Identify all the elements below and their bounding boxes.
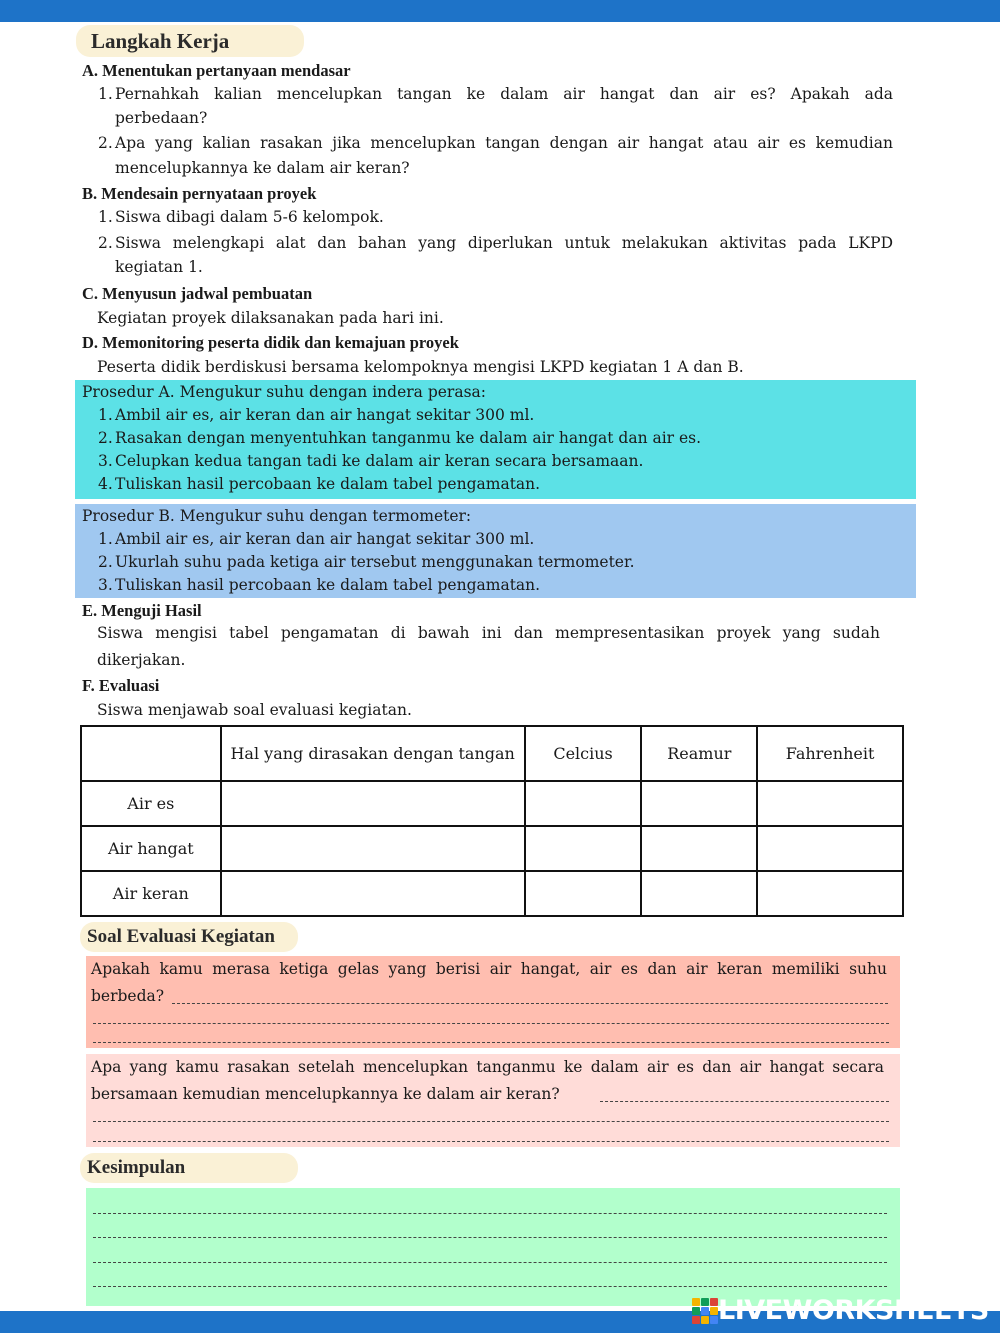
list-number: 1. [98,208,113,226]
list-number: 2. [98,553,113,571]
section-d-text: Peserta didik berdiskusi bersama kelompoknya mengisi LKPD kegiatan 1 A dan B. [97,358,744,376]
answer-cell[interactable] [757,781,903,826]
table-row [81,781,903,826]
section-b-title: B. Mendesain pernyataan proyek [82,184,317,203]
liveworksheets-brand[interactable]: LIVEWORKSHEETS [718,1295,989,1326]
answer-line[interactable] [600,1101,889,1102]
list-item-text: Rasakan dengan menyentuhkan tanganmu ke dalam air hangat dan air es. [115,429,702,447]
answer-line[interactable] [93,1237,887,1238]
answer-line[interactable] [93,1042,889,1043]
list-item-text: Siswa melengkapi alat dan bahan yang diperlukan untuk melakukan aktivitas pada LKPD [115,234,893,252]
answer-cell[interactable] [221,871,525,916]
answer-cell[interactable] [221,826,525,871]
list-item-text: Ambil air es, air keran dan air hangat sekitar 300 ml. [115,530,535,548]
row-label: Air keran [81,871,221,916]
answer-line[interactable] [93,1213,887,1214]
liveworksheets-logo-icon [692,1298,716,1324]
evaluation-title: Soal Evaluasi Kegiatan [80,922,298,952]
list-item-text: kegiatan 1. [115,258,203,276]
table-header-cell: Reamur [641,726,757,781]
table-row [81,826,903,871]
top-bar [0,0,1000,22]
section-c-text: Kegiatan proyek dilaksanakan pada hari ini. [97,309,444,327]
list-number: 1. [98,406,113,424]
list-item-text: Ambil air es, air keran dan air hangat sekitar 300 ml. [115,406,535,424]
answer-line[interactable] [93,1121,889,1122]
list-item-text: Tuliskan hasil percobaan ke dalam tabel pengamatan. [115,475,541,493]
question-2-text-2: bersamaan kemudian mencelupkannya ke dalam air keran? [91,1085,560,1103]
row-label: Air hangat [81,826,221,871]
section-d-title: D. Memonitoring peserta didik dan kemajuan proyek [82,333,459,352]
list-item-text: Ukurlah suhu pada ketiga air tersebut menggunakan termometer. [115,553,635,571]
list-number: 2. [98,234,113,252]
conclusion-title: Kesimpulan [80,1153,298,1183]
section-c-title: C. Menyusun jadwal pembuatan [82,284,313,303]
answer-cell[interactable] [525,871,642,916]
list-item-text: perbedaan? [115,109,208,127]
list-number: 2. [98,134,113,152]
list-number: 3. [98,576,113,594]
question-1-text: Apakah kamu merasa ketiga gelas yang berisi air hangat, air es dan air keran memiliki suhu [91,960,887,978]
section-f-text: Siswa menjawab soal evaluasi kegiatan. [97,701,412,719]
answer-cell[interactable] [757,871,903,916]
table-header-cell: Hal yang dirasakan dengan tangan [221,726,525,781]
answer-cell[interactable] [525,826,642,871]
list-item-text: Pernahkah kalian mencelupkan tangan ke dalam air hangat dan air es? Apakah ada [115,85,893,103]
answer-cell[interactable] [221,781,525,826]
answer-cell[interactable] [757,826,903,871]
table-header-cell: Fahrenheit [757,726,903,781]
list-number: 1. [98,530,113,548]
list-item-text: Celupkan kedua tangan tadi ke dalam air keran secara bersamaan. [115,452,644,470]
list-number: 4. [98,475,113,493]
section-e-title: E. Menguji Hasil [82,601,202,620]
list-item-text: mencelupkannya ke dalam air keran? [115,159,410,177]
procedure-b-title: Prosedur B. Mengukur suhu dengan termometer: [82,507,472,525]
answer-cell[interactable] [641,781,757,826]
section-a-title: A. Menentukan pertanyaan mendasar [82,61,351,80]
question-1-text-2: berbeda? [91,987,165,1005]
section-f-title: F. Evaluasi [82,676,160,695]
answer-cell[interactable] [525,781,642,826]
table-row [81,871,903,916]
table-header-cell: Celcius [525,726,642,781]
list-item-text: Siswa dibagi dalam 5-6 kelompok. [115,208,384,226]
answer-cell[interactable] [641,871,757,916]
conclusion-box [86,1188,900,1306]
section-e-text-2: dikerjakan. [97,651,186,669]
answer-line[interactable] [93,1262,887,1263]
answer-line[interactable] [172,1003,888,1004]
observation-table [80,725,904,917]
list-number: 2. [98,429,113,447]
row-label: Air es [81,781,221,826]
answer-line[interactable] [93,1141,889,1142]
list-item-text: Apa yang kalian rasakan jika mencelupkan tangan dengan air hangat atau air es kemudian [115,134,893,152]
list-number: 1. [98,85,113,103]
answer-line[interactable] [93,1286,887,1287]
answer-line[interactable] [93,1023,889,1024]
page-title: Langkah Kerja [76,25,304,57]
list-number: 3. [98,452,113,470]
procedure-a-title: Prosedur A. Mengukur suhu dengan indera perasa: [82,383,486,401]
section-e-text: Siswa mengisi tabel pengamatan di bawah ini dan mempresentasikan proyek yang sudah [97,624,880,642]
table-header-cell [81,726,221,781]
list-item-text: Tuliskan hasil percobaan ke dalam tabel pengamatan. [115,576,541,594]
answer-cell[interactable] [641,826,757,871]
question-2-text: Apa yang kamu rasakan setelah mencelupkan tanganmu ke dalam air es dan air hangat secara [91,1058,884,1076]
